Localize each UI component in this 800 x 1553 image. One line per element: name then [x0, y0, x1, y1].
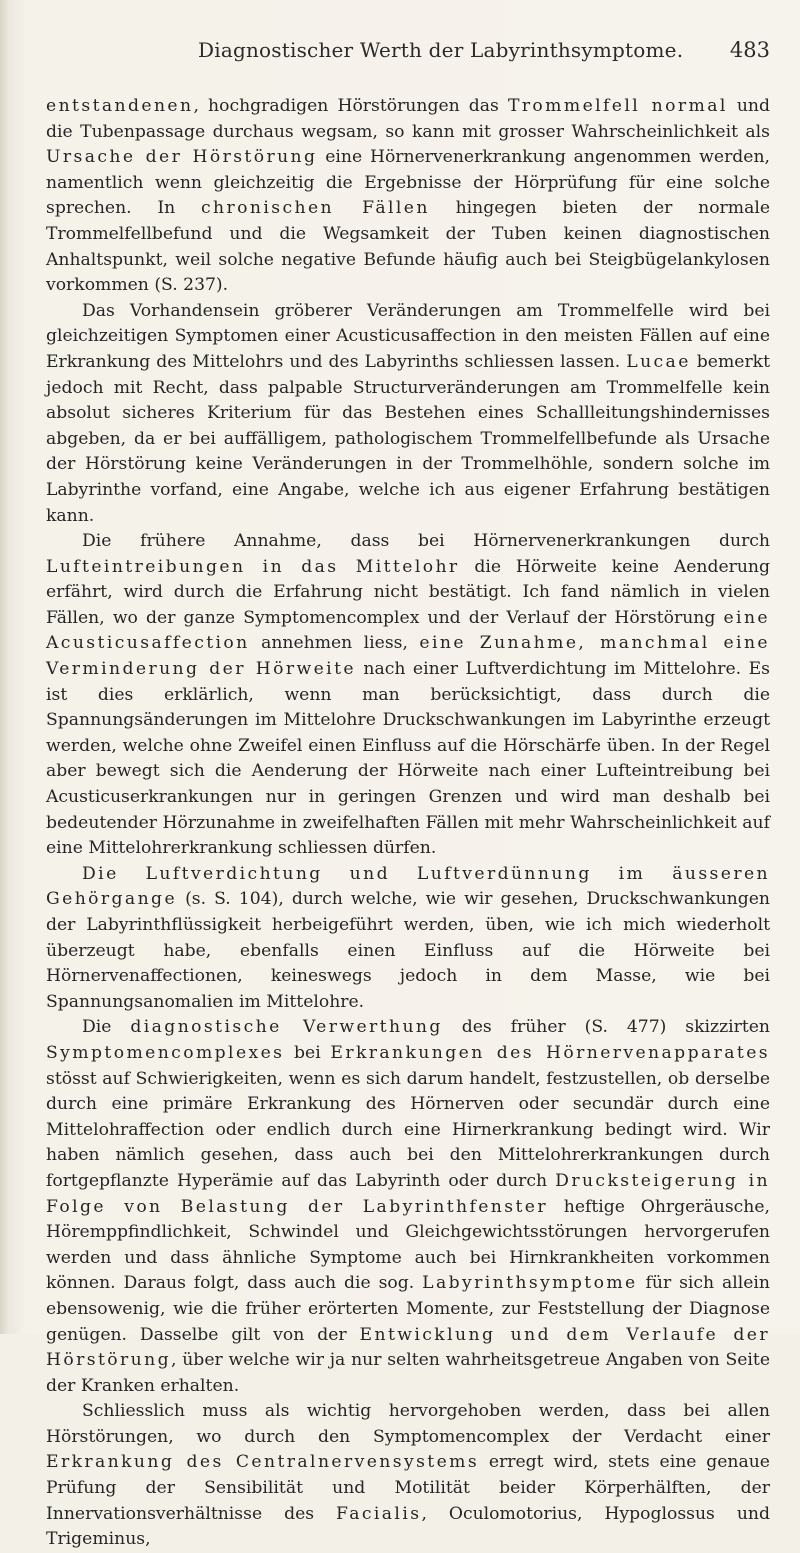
emphasized-text: Die Luftverdichtung und Luftverdünnung im äusseren Gehörgange: [46, 863, 770, 910]
emphasized-text: Erkrankung des Centralnervensystems: [46, 1452, 480, 1473]
body-text: [46, 94, 770, 1553]
paragraph: [46, 862, 770, 1016]
text-run: erregt wird, stets eine genaue Prüfung der Sensibilität und Motilität beider Körperhälften, der Innervationsverhältnisse des: [46, 1452, 770, 1524]
text-run: annehmen liess,: [249, 633, 420, 654]
emphasized-text: Lucae: [626, 351, 691, 372]
text-run: nach einer Luftverdichtung im Mittelohre. Es ist dies erklärlich, wenn man berücksichtigt, dass durch die Spannungsänderungen im Mittelohre Druckschwankungen im Labyrinthe erzeugt werden, welche ohne Zweifel einen Einfluss auf die Hörschärfe üben. In der Regel aber bewegt sich die Aenderung der Hörweite nach einer Lufteintreibung bei Acusticuserkrankungen nur in geringen Grenzen und wird man deshalb bei bedeutender Hörzunahme in zweifelhaften Fällen mit mehr Wahrscheinlichkeit auf eine Mittelohrerkrankung schliessen dürfen.: [46, 659, 770, 859]
emphasized-text: Trommelfell normal: [507, 96, 728, 116]
emphasized-text: diagnostische Verwerthung: [130, 1017, 443, 1038]
text-run: Die: [82, 1017, 131, 1038]
emphasized-text: chronischen Fällen: [201, 198, 430, 219]
emphasized-text: Lufteintreibungen in das Mittelohr: [46, 556, 460, 577]
page-number: 483: [729, 38, 770, 62]
paragraph: [46, 1399, 770, 1553]
emphasized-text: Erkrankungen des Hörnervenapparates: [330, 1042, 770, 1063]
text-run: Das Vorhandensein gröberer Veränderungen am Trommelfelle wird bei gleichzeitigen Symptomen einer Acusticusaffection in den meisten Fällen auf eine Erkrankung des Mittelohrs und des Labyrinths schliessen lassen.: [46, 300, 770, 372]
emphasized-text: eine Zunahme, manchmal eine Verminderung der Hörweite: [46, 633, 770, 680]
emphasized-text: entstandenen: [46, 96, 194, 116]
text-run: (s. S. 104), durch welche, wie wir gesehen, Druckschwankungen der Labyrinthflüssigkeit herbeigeführt werden, üben, wie ich mich wiederholt überzeugt habe, ebenfalls einen Einfluss auf die Hörweite bei Hörnervenaffectionen, keineswegs jedoch in dem Masse, wie bei Spannungsanomalien im Mittelohre.: [46, 889, 770, 1012]
text-run: hingegen bieten der normale Trommelfellbefund und die Wegsamkeit der Tuben keinen diagnostischen Anhaltspunkt, weil solche negative Befunde häufig auch bei Steigbügelankylosen vorkommen (S. 237).: [46, 198, 770, 296]
emphasized-text: Symptomencomplexes: [46, 1042, 285, 1063]
emphasized-text: Labyrinthsymptome: [422, 1273, 638, 1294]
paragraph: [46, 94, 770, 299]
text-run: eine Hörnervenerkrankung angenommen werden, namentlich wenn gleichzeitig die Ergebnisse der Hörprüfung für eine solche sprechen. In: [46, 147, 770, 219]
text-run: Schliesslich muss als wichtig hervorgehoben werden, dass bei allen Hörstörungen, wo durch den Symptomencomplex der Verdacht einer: [46, 1401, 770, 1447]
paragraph: [46, 299, 770, 529]
paragraph: [46, 1015, 770, 1399]
text-run: stösst auf Schwierigkeiten, wenn es sich darum handelt, festzustellen, ob derselbe durch eine primäre Erkrankung des Hörnerven oder secundär durch eine Mittelohraffection oder endlich durch eine Hirnerkrankung bedingt wird. Wir haben nämlich gesehen, dass auch bei den Mittelohrerkrankungen durch fortgepflanzte Hyperämie auf das Labyrinth oder durch: [46, 1068, 770, 1191]
emphasized-text: Entwicklung und dem Verlaufe der Hörstörung: [46, 1324, 770, 1371]
running-title: Diagnostischer Werth der Labyrinthsymptome.: [198, 38, 684, 62]
text-run: , Oculomotorius, Hypoglossus und Trigeminus,: [46, 1503, 770, 1550]
text-run: heftige Ohrgeräusche, Höremppfindlichkeit, Schwindel und Gleichgewichtsstörungen hervorgerufen werden und dass ähnliche Symptome auch bei Hirnkrankheiten vorkommen können. Daraus folgt, dass auch die sog.: [46, 1196, 770, 1294]
text-run: die Hörweite keine Aenderung erfährt, wird durch die Erfahrung nicht bestätigt. Ich fand nämlich in vielen Fällen, wo der ganze Symptomencomplex und der Verlauf der Hörstörung: [46, 556, 770, 628]
text-run: und die Tubenpassage durchaus wegsam, so kann mit grosser Wahrscheinlichkeit als: [46, 96, 770, 142]
paragraph: [46, 529, 770, 862]
emphasized-text: Drucksteigerung in Folge von Belastung der Labyrinthfenster: [46, 1170, 771, 1217]
text-run: für sich allein ebensowenig, wie die früher erörterten Momente, zur Feststellung der Diagnose genügen. Dasselbe gilt von der: [46, 1273, 770, 1345]
text-run: Die frühere Annahme, dass bei Hörnervenerkrankungen durch: [82, 531, 770, 552]
page-spine-shadow: [0, 0, 10, 1334]
text-run: , über welche wir ja nur selten wahrheitsgetreue Angaben von Seite der Kranken erhalten.: [46, 1350, 770, 1396]
text-run: , hochgradigen Hörstörungen das: [193, 96, 508, 116]
emphasized-text: eine Acusticusaffection: [46, 607, 770, 654]
running-header: [48, 38, 776, 68]
text-run: des früher (S. 477) skizzirten: [442, 1017, 770, 1038]
text-run: bei: [284, 1042, 331, 1063]
emphasized-text: Ursache der Hörstörung: [46, 147, 318, 168]
text-run: bemerkt jedoch mit Recht, dass palpable Structurveränderungen am Trommelfelle kein absolut sicheres Kriterium für das Bestehen eines Schallleitungshindernisses abgeben, da er bei auffälligem, pathologischem Trommelfellbefunde als Ursache der Hörstörung keine Veränderungen in der Trommelhöhle, sondern solche im Labyrinthe vorfand, eine Angabe, welche ich aus eigener Erfahrung bestätigen kann.: [46, 351, 770, 526]
emphasized-text: Facialis: [336, 1503, 422, 1524]
